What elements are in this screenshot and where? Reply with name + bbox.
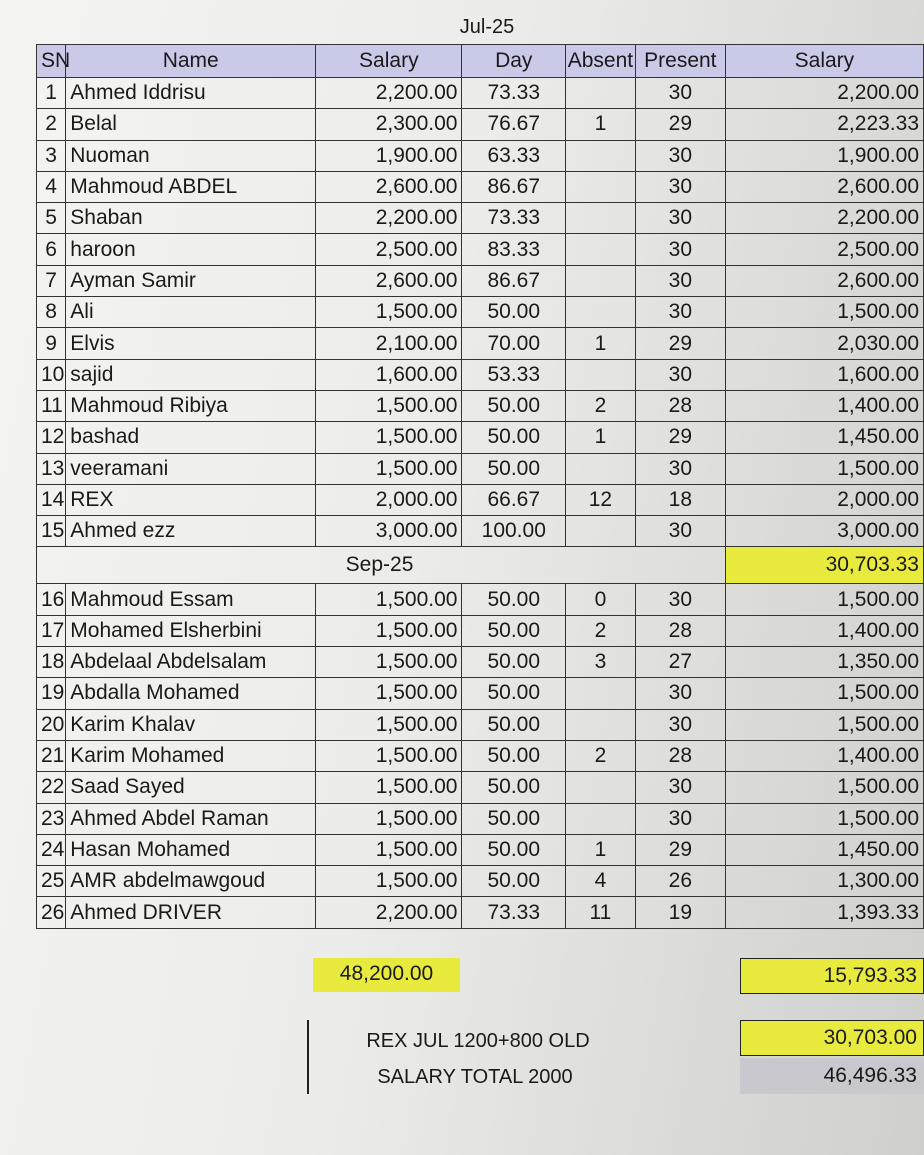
- row-name: REX: [66, 484, 316, 515]
- row-sn: 8: [37, 297, 66, 328]
- table-row: [37, 803, 924, 834]
- row-absent: [566, 265, 636, 296]
- row-sn: 22: [37, 772, 66, 803]
- row-absent: 2: [566, 615, 636, 646]
- row-sn: 5: [37, 203, 66, 234]
- month-title-jul: Jul-25: [459, 16, 515, 38]
- row-day-rate: 50.00: [462, 678, 566, 709]
- row-absent: [566, 359, 636, 390]
- header-present: Present: [635, 45, 725, 78]
- row-name: Ahmed DRIVER: [66, 897, 316, 928]
- row-present: 30: [635, 140, 725, 171]
- row-salary: 1,500.00: [316, 803, 462, 834]
- table-row: [37, 772, 924, 803]
- table-row: [37, 140, 924, 171]
- row-name: Mahmoud Essam: [66, 584, 316, 615]
- row-present: 18: [635, 484, 725, 515]
- row-name: Saad Sayed: [66, 772, 316, 803]
- table-row: [37, 584, 924, 615]
- row-day-rate: 50.00: [462, 422, 566, 453]
- row-name: Karim Khalav: [66, 709, 316, 740]
- row-total-salary: 1,450.00: [725, 422, 923, 453]
- row-absent: 12: [566, 484, 636, 515]
- row-absent: [566, 803, 636, 834]
- row-salary: 2,600.00: [316, 171, 462, 202]
- row-sn: 21: [37, 740, 66, 771]
- row-name: Mahmoud ABDEL: [66, 171, 316, 202]
- row-salary: 1,500.00: [316, 390, 462, 421]
- row-total-salary: 1,500.00: [725, 297, 923, 328]
- table-row: [37, 866, 924, 897]
- table-row: [37, 647, 924, 678]
- row-present: 30: [635, 78, 725, 109]
- table-row: [37, 234, 924, 265]
- row-salary: 2,200.00: [316, 203, 462, 234]
- row-total-salary: 1,500.00: [725, 803, 923, 834]
- row-sn: 25: [37, 866, 66, 897]
- row-salary: 2,000.00: [316, 484, 462, 515]
- row-present: 30: [635, 234, 725, 265]
- row-total-salary: 1,500.00: [725, 772, 923, 803]
- row-present: 28: [635, 615, 725, 646]
- row-total-salary: 1,900.00: [725, 140, 923, 171]
- row-absent: [566, 78, 636, 109]
- row-day-rate: 73.33: [462, 78, 566, 109]
- row-absent: [566, 709, 636, 740]
- row-salary: 2,200.00: [316, 78, 462, 109]
- row-salary: 3,000.00: [316, 516, 462, 547]
- row-present: 30: [635, 709, 725, 740]
- jul-subtotal: 30,703.33: [725, 547, 923, 584]
- row-present: 29: [635, 834, 725, 865]
- table-row: [37, 78, 924, 109]
- row-day-rate: 50.00: [462, 709, 566, 740]
- row-name: sajid: [66, 359, 316, 390]
- row-day-rate: 66.67: [462, 484, 566, 515]
- header-total-salary: Salary: [725, 45, 923, 78]
- row-salary: 1,500.00: [316, 740, 462, 771]
- row-day-rate: 63.33: [462, 140, 566, 171]
- row-present: 27: [635, 647, 725, 678]
- row-day-rate: 50.00: [462, 803, 566, 834]
- row-present: 28: [635, 740, 725, 771]
- note-line-1: REX JUL 1200+800 OLD: [366, 1030, 590, 1052]
- row-sn: 19: [37, 678, 66, 709]
- sep-rows: [37, 584, 924, 928]
- row-sn: 1: [37, 78, 66, 109]
- row-salary: 1,500.00: [316, 866, 462, 897]
- row-sn: 16: [37, 584, 66, 615]
- row-total-salary: 1,300.00: [725, 866, 923, 897]
- row-name: Karim Mohamed: [66, 740, 316, 771]
- row-name: Ahmed Iddrisu: [66, 78, 316, 109]
- row-name: Nuoman: [66, 140, 316, 171]
- row-salary: 1,500.00: [316, 678, 462, 709]
- grand-total-box: 46,496.33: [740, 1058, 924, 1094]
- row-day-rate: 50.00: [462, 834, 566, 865]
- row-present: 30: [635, 359, 725, 390]
- row-salary: 1,600.00: [316, 359, 462, 390]
- row-name: Ahmed ezz: [66, 516, 316, 547]
- table-row: [37, 740, 924, 771]
- row-salary: 1,500.00: [316, 453, 462, 484]
- table-row: [37, 297, 924, 328]
- row-salary: 1,500.00: [316, 772, 462, 803]
- jul-rows: [37, 78, 924, 547]
- row-name: Abdelaal Abdelsalam: [66, 647, 316, 678]
- month-title-sep: Sep-25: [316, 547, 566, 584]
- row-salary: 2,500.00: [316, 234, 462, 265]
- row-day-rate: 50.00: [462, 615, 566, 646]
- section-row-sep: [37, 547, 924, 584]
- table-row: [37, 109, 924, 140]
- row-absent: 1: [566, 109, 636, 140]
- row-salary: 1,500.00: [316, 422, 462, 453]
- row-total-salary: 1,400.00: [725, 615, 923, 646]
- row-day-rate: 70.00: [462, 328, 566, 359]
- table-row: [37, 203, 924, 234]
- row-present: 30: [635, 171, 725, 202]
- row-sn: 7: [37, 265, 66, 296]
- row-sn: 18: [37, 647, 66, 678]
- row-day-rate: 73.33: [462, 897, 566, 928]
- header-row: [37, 45, 924, 78]
- row-present: 30: [635, 265, 725, 296]
- row-sn: 26: [37, 897, 66, 928]
- row-sn: 10: [37, 359, 66, 390]
- table-row: [37, 834, 924, 865]
- row-day-rate: 50.00: [462, 453, 566, 484]
- table-row: [37, 484, 924, 515]
- row-name: Hasan Mohamed: [66, 834, 316, 865]
- row-name: Abdalla Mohamed: [66, 678, 316, 709]
- table-row: [37, 615, 924, 646]
- row-sn: 3: [37, 140, 66, 171]
- row-sn: 24: [37, 834, 66, 865]
- row-name: Ali: [66, 297, 316, 328]
- row-day-rate: 50.00: [462, 772, 566, 803]
- row-sn: 2: [37, 109, 66, 140]
- row-name: Mohamed Elsherbini: [66, 615, 316, 646]
- row-day-rate: 83.33: [462, 234, 566, 265]
- row-absent: 2: [566, 390, 636, 421]
- row-sn: 11: [37, 390, 66, 421]
- table-row: [37, 516, 924, 547]
- row-total-salary: 2,000.00: [725, 484, 923, 515]
- row-absent: 11: [566, 897, 636, 928]
- row-present: 28: [635, 390, 725, 421]
- row-sn: 6: [37, 234, 66, 265]
- row-absent: [566, 516, 636, 547]
- row-salary: 1,500.00: [316, 615, 462, 646]
- row-absent: 3: [566, 647, 636, 678]
- header-sn: SN: [37, 45, 66, 78]
- row-salary: 1,500.00: [316, 709, 462, 740]
- row-present: 30: [635, 803, 725, 834]
- row-total-salary: 1,600.00: [725, 359, 923, 390]
- row-day-rate: 100.00: [462, 516, 566, 547]
- row-absent: 1: [566, 328, 636, 359]
- row-day-rate: 50.00: [462, 584, 566, 615]
- row-present: 30: [635, 772, 725, 803]
- row-day-rate: 50.00: [462, 297, 566, 328]
- table-row: [37, 678, 924, 709]
- table-row: [37, 453, 924, 484]
- row-day-rate: 53.33: [462, 359, 566, 390]
- row-absent: 4: [566, 866, 636, 897]
- row-absent: 2: [566, 740, 636, 771]
- header-absent: Absent: [566, 45, 636, 78]
- row-total-salary: 2,030.00: [725, 328, 923, 359]
- table-row: [37, 422, 924, 453]
- row-present: 19: [635, 897, 725, 928]
- row-salary: 2,600.00: [316, 265, 462, 296]
- table-row: [37, 897, 924, 928]
- row-total-salary: 1,400.00: [725, 390, 923, 421]
- row-name: AMR abdelmawgoud: [66, 866, 316, 897]
- row-absent: [566, 453, 636, 484]
- row-day-rate: 86.67: [462, 171, 566, 202]
- header-salary: Salary: [316, 45, 462, 78]
- row-present: 29: [635, 328, 725, 359]
- sep-section: [37, 547, 924, 584]
- row-total-salary: 2,600.00: [725, 171, 923, 202]
- row-present: 29: [635, 109, 725, 140]
- row-name: Mahmoud Ribiya: [66, 390, 316, 421]
- salary-table: [36, 44, 924, 929]
- row-absent: 1: [566, 834, 636, 865]
- row-day-rate: 86.67: [462, 265, 566, 296]
- row-total-salary: 2,223.33: [725, 109, 923, 140]
- row-salary: 1,500.00: [316, 584, 462, 615]
- table-row: [37, 359, 924, 390]
- row-name: Ahmed Abdel Raman: [66, 803, 316, 834]
- row-day-rate: 50.00: [462, 866, 566, 897]
- row-name: Belal: [66, 109, 316, 140]
- row-total-salary: 1,500.00: [725, 453, 923, 484]
- total-jul-box: 30,703.00: [740, 1020, 924, 1056]
- row-present: 30: [635, 584, 725, 615]
- row-sn: 9: [37, 328, 66, 359]
- row-salary: 1,900.00: [316, 140, 462, 171]
- table-row: [37, 709, 924, 740]
- row-total-salary: 2,200.00: [725, 78, 923, 109]
- row-absent: [566, 140, 636, 171]
- sep-subtotal: 15,793.33: [740, 958, 924, 994]
- row-present: 30: [635, 516, 725, 547]
- row-total-salary: 1,393.33: [725, 897, 923, 928]
- table-row: [37, 328, 924, 359]
- row-total-salary: 2,600.00: [725, 265, 923, 296]
- row-sn: 4: [37, 171, 66, 202]
- row-name: Shaban: [66, 203, 316, 234]
- row-total-salary: 1,400.00: [725, 740, 923, 771]
- row-present: 26: [635, 866, 725, 897]
- row-sn: 20: [37, 709, 66, 740]
- row-day-rate: 50.00: [462, 740, 566, 771]
- row-total-salary: 1,450.00: [725, 834, 923, 865]
- row-total-salary: 1,500.00: [725, 709, 923, 740]
- row-sn: 15: [37, 516, 66, 547]
- row-sn: 14: [37, 484, 66, 515]
- row-present: 29: [635, 422, 725, 453]
- row-absent: [566, 203, 636, 234]
- row-total-salary: 1,500.00: [725, 584, 923, 615]
- row-day-rate: 50.00: [462, 390, 566, 421]
- row-absent: [566, 772, 636, 803]
- row-name: Ayman Samir: [66, 265, 316, 296]
- row-total-salary: 2,500.00: [725, 234, 923, 265]
- row-salary: 2,100.00: [316, 328, 462, 359]
- row-salary: 2,300.00: [316, 109, 462, 140]
- row-name: veeramani: [66, 453, 316, 484]
- table-row: [37, 171, 924, 202]
- row-day-rate: 50.00: [462, 647, 566, 678]
- row-present: 30: [635, 297, 725, 328]
- row-absent: 1: [566, 422, 636, 453]
- row-name: bashad: [66, 422, 316, 453]
- header-day: Day: [462, 45, 566, 78]
- row-total-salary: 1,500.00: [725, 678, 923, 709]
- row-sn: 23: [37, 803, 66, 834]
- row-day-rate: 73.33: [462, 203, 566, 234]
- row-name: haroon: [66, 234, 316, 265]
- header-name: Name: [66, 45, 316, 78]
- row-present: 30: [635, 453, 725, 484]
- row-name: Elvis: [66, 328, 316, 359]
- row-absent: [566, 234, 636, 265]
- row-present: 30: [635, 203, 725, 234]
- row-sn: 12: [37, 422, 66, 453]
- row-day-rate: 76.67: [462, 109, 566, 140]
- row-sn: 17: [37, 615, 66, 646]
- salary-column-sum: 48,200.00: [313, 958, 460, 992]
- row-absent: [566, 678, 636, 709]
- row-absent: [566, 171, 636, 202]
- row-absent: 0: [566, 584, 636, 615]
- row-total-salary: 1,350.00: [725, 647, 923, 678]
- note-line-2: SALARY TOTAL 2000: [377, 1066, 573, 1088]
- row-total-salary: 2,200.00: [725, 203, 923, 234]
- row-present: 30: [635, 678, 725, 709]
- table-row: [37, 265, 924, 296]
- table-row: [37, 390, 924, 421]
- row-total-salary: 3,000.00: [725, 516, 923, 547]
- row-salary: 2,200.00: [316, 897, 462, 928]
- row-salary: 1,500.00: [316, 834, 462, 865]
- row-salary: 1,500.00: [316, 647, 462, 678]
- row-salary: 1,500.00: [316, 297, 462, 328]
- row-absent: [566, 297, 636, 328]
- row-sn: 13: [37, 453, 66, 484]
